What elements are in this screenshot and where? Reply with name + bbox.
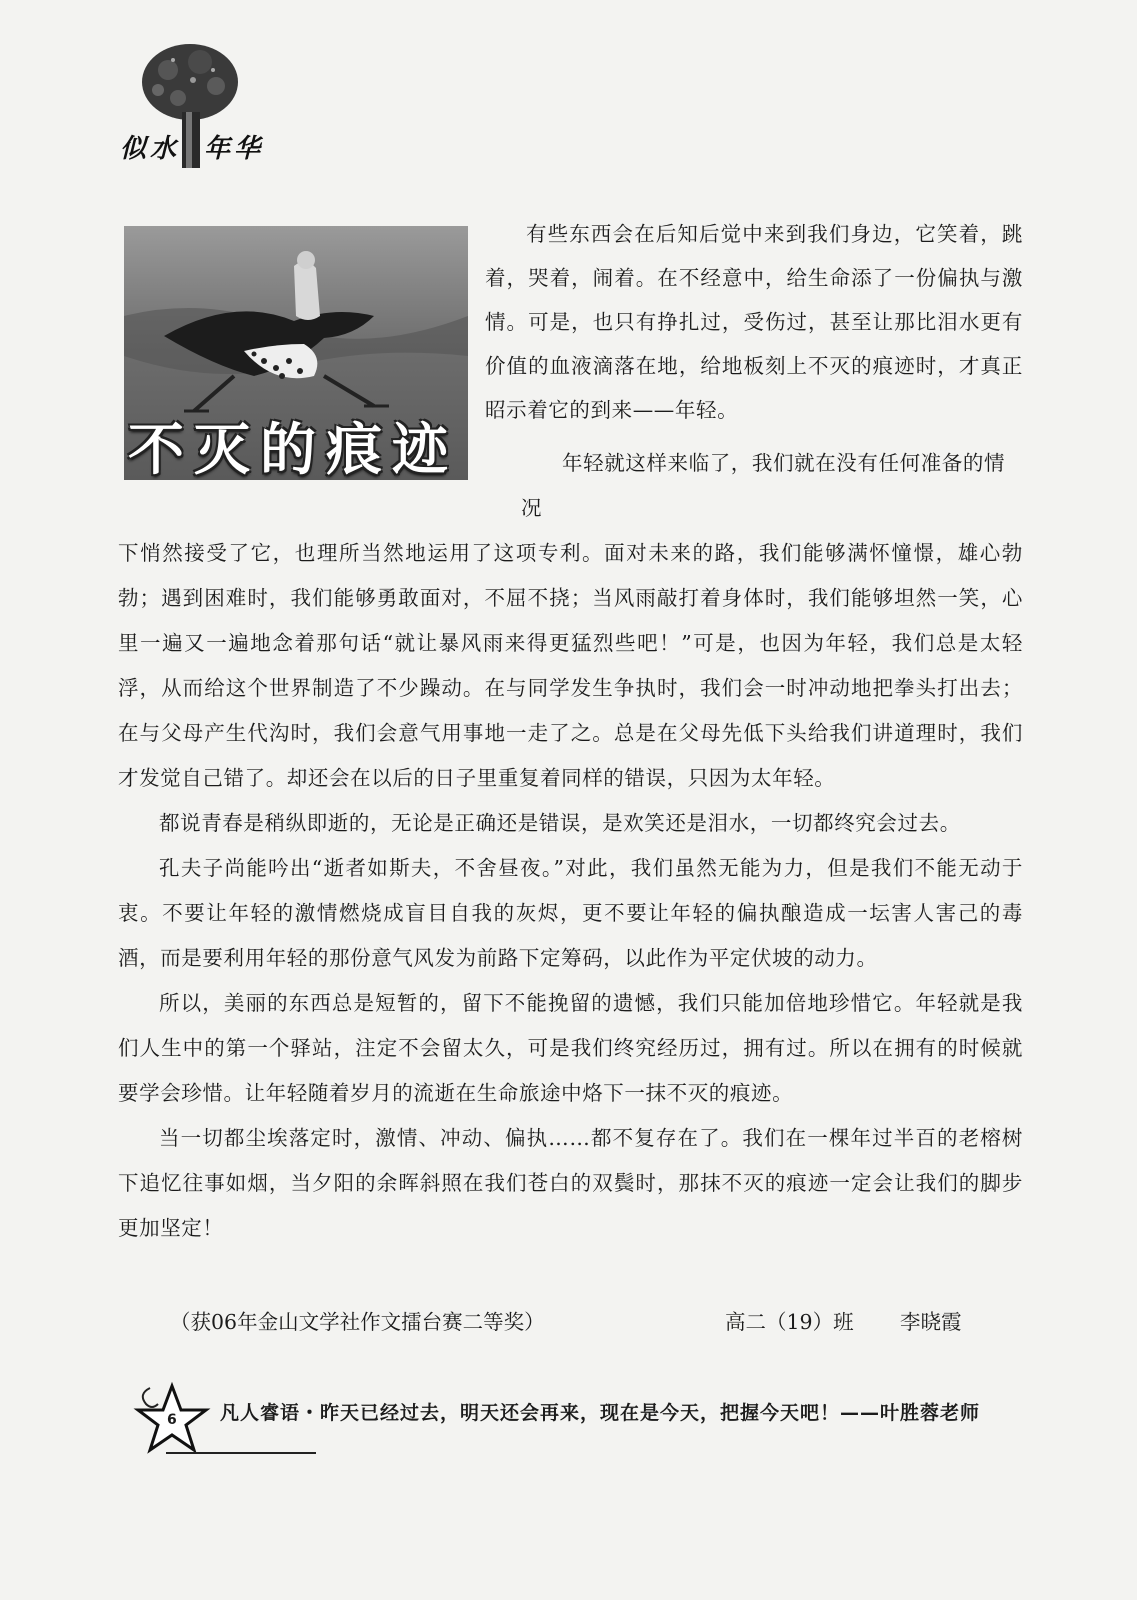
column-title — [120, 128, 280, 165]
author-class: 高二（19）班 — [725, 1310, 854, 1334]
page-number: 6 — [167, 1412, 177, 1428]
award-note: （获06年金山文学社作文擂台赛二等奖） — [170, 1310, 545, 1334]
paragraph-1: 有些东西会在后知后觉中来到我们身边，它笑着，跳着，哭着，闹着。在不经意中，给生命添了一份偏执与激情。可是，也只有挣扎过，受伤过，甚至让那比泪水更有价值的血液滴落在地，给地板刻上不灭的痕迹时，才真正昭示着它的到来——年轻。 — [485, 222, 1023, 422]
header-logo — [120, 40, 280, 200]
paragraph-6: 当一切都尘埃落定时，激情、冲动、偏执……都不复存在了。我们在一棵年过半百的老榕树下追忆往事如烟，当夕阳的余晖斜照在我们苍白的双鬓时，那抹不灭的痕迹一定会让我们的脚步更加坚定！ — [118, 1126, 1023, 1240]
brand-part2: 年华 — [204, 134, 265, 164]
paragraph-3: 都说青春是稍纵即逝的，无论是正确还是错误，是欢笑还是泪水，一切都终究会过去。 — [159, 811, 961, 835]
paragraph-4: 孔夫子尚能吟出“逝者如斯夫，不舍昼夜。”对此，我们虽然无能为力，但是我们不能无动于衷。不要让年轻的激情燃烧成盲目自我的灰烬，更不要让年轻的偏执酿造成一坛害人害己的毒酒，而是要利用年轻的那份意气风发为前路下定筹码，以此作为平定伏坡的动力。 — [118, 856, 1023, 970]
illustration-title: 不灭的痕迹 — [128, 418, 458, 480]
article-body — [118, 441, 1023, 1251]
footer-quote: 凡人睿语・昨天已经过去，明天还会再来，现在是今天，把握今天吧！——叶胜蓉老师 — [220, 1402, 981, 1424]
page-footer — [130, 1378, 1010, 1458]
brand-part1: 似水 — [120, 134, 181, 164]
author-name: 李晓霞 — [900, 1310, 962, 1334]
paragraph-2-first-line: 年轻就这样来临了，我们就在没有任何准备的情况 — [521, 451, 1006, 520]
paragraph-5: 所以，美丽的东西总是短暂的，留下不能挽留的遗憾，我们只能加倍地珍惜它。年轻就是我们人生中的第一个驿站，注定不会留太久，可是我们终究经历过，拥有过。所以在拥有的时候就要学会珍惜。让年轻随着岁月的流逝在生命旅途中烙下一抹不灭的痕迹。 — [118, 991, 1023, 1105]
footer-rule — [166, 1452, 316, 1454]
paragraph-2: 下悄然接受了它，也理所当然地运用了这项专利。面对未来的路，我们能够满怀憧憬，雄心勃勃；遇到困难时，我们能够勇敢面对，不屈不挠；当风雨敲打着身体时，我们能够坦然一笑，心里一遍又一遍地念着那句话“就让暴风雨来得更猛烈些吧！”可是，也因为年轻，我们总是太轻浮，从而给这个世界制造了不少躁动。在与同学发生争执时，我们会一时冲动地把拳头打出去；在与父母产生代沟时，我们会意气用事地一走了之。总是在父母先低下头给我们讲道理时，我们才发觉自己错了。却还会在以后的日子里重复着同样的错误，只因为太年轻。 — [118, 541, 1023, 790]
